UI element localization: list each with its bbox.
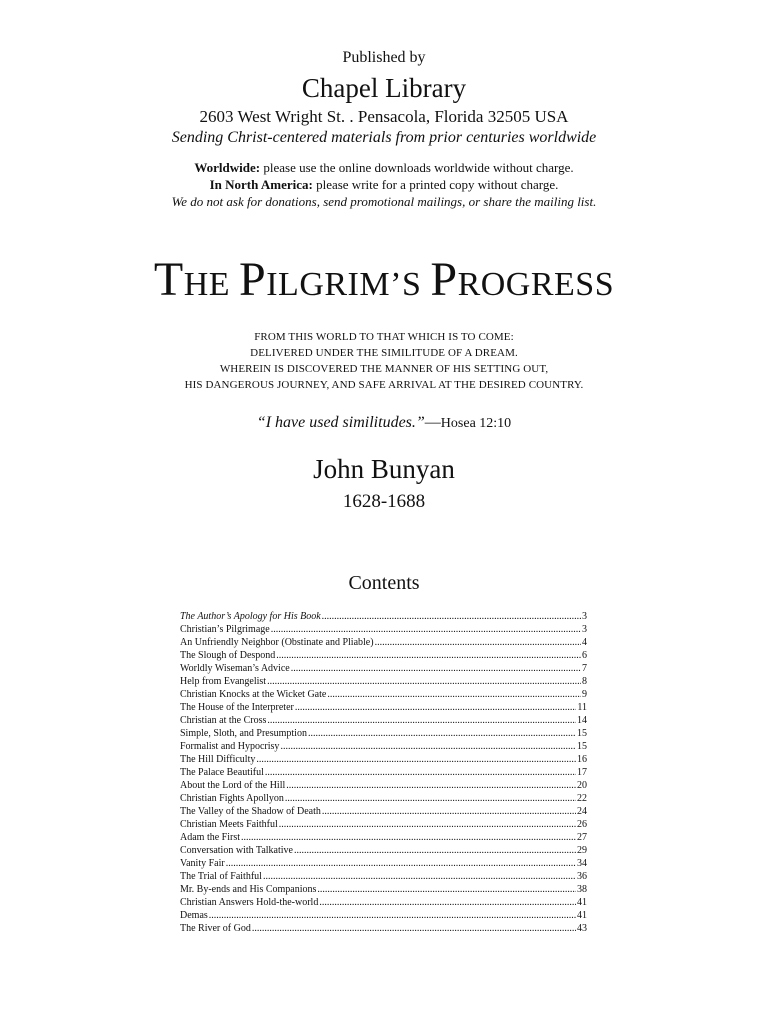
toc-dot-leader <box>327 688 581 701</box>
toc-entry <box>180 909 587 922</box>
toc-dot-leader <box>271 623 581 636</box>
toc-entry <box>180 831 587 844</box>
toc-entry-page: 15 <box>577 741 587 752</box>
author-name: John Bunyan <box>313 454 455 484</box>
title-part: ’S <box>390 266 431 303</box>
toc-entry-title: Formalist and Hypocrisy <box>180 741 280 752</box>
title-part: ILGRIM <box>266 266 391 303</box>
book-title <box>0 250 768 315</box>
toc-entry-title: The Slough of Despond <box>180 650 276 661</box>
toc-entry-page: 24 <box>577 806 587 817</box>
toc-entry-title: The Author’s Apology for His Book <box>180 611 321 622</box>
toc-dot-leader <box>276 649 581 662</box>
worldwide-text: please use the online downloads worldwide without charge. <box>260 160 574 175</box>
toc-dot-leader <box>285 792 576 805</box>
toc-entry <box>180 636 587 649</box>
epigraph-reference: Hosea 12:10 <box>440 416 512 431</box>
table-of-contents <box>180 610 587 935</box>
title-part: HE <box>183 266 240 303</box>
toc-entry-title: About the Lord of the Hill <box>180 780 286 791</box>
toc-dot-leader <box>280 740 576 753</box>
toc-entry-page: 3 <box>582 624 587 635</box>
toc-entry-title: Christian at the Cross <box>180 715 267 726</box>
toc-entry-page: 34 <box>577 858 587 869</box>
toc-entry-page: 14 <box>577 715 587 726</box>
subtitle-line: DELIVERED UNDER THE SIMILITUDE OF A DREAM. <box>250 347 518 359</box>
toc-entry-title: Simple, Sloth, and Presumption <box>180 728 307 739</box>
toc-entry <box>180 766 587 779</box>
toc-entry <box>180 740 587 753</box>
toc-entry <box>180 883 587 896</box>
toc-entry-title: The Trial of Faithful <box>180 871 262 882</box>
toc-dot-leader <box>256 753 576 766</box>
distribution-notice <box>0 159 768 210</box>
toc-entry-title: Christian Knocks at the Wicket Gate <box>180 689 327 700</box>
toc-dot-leader <box>209 909 576 922</box>
title-part: P <box>430 253 458 306</box>
north-america-text: please write for a printed copy without charge. <box>312 177 559 192</box>
title-part: ROGRESS <box>457 266 615 303</box>
toc-entry <box>180 701 587 714</box>
toc-entry-title: Christian Meets Faithful <box>180 819 278 830</box>
toc-dot-leader <box>286 779 576 792</box>
toc-entry-page: 3 <box>582 611 587 622</box>
toc-entry <box>180 753 587 766</box>
toc-entry-page: 8 <box>582 676 587 687</box>
toc-entry-page: 41 <box>577 897 587 908</box>
toc-entry-page: 17 <box>577 767 587 778</box>
toc-dot-leader <box>265 766 576 779</box>
toc-entry <box>180 922 587 935</box>
toc-entry-title: Mr. By-ends and His Companions <box>180 884 317 895</box>
toc-entry <box>180 623 587 636</box>
toc-entry-page: 38 <box>577 884 587 895</box>
north-america-label: In North America: <box>209 177 313 192</box>
toc-dot-leader <box>319 896 576 909</box>
toc-dot-leader <box>267 675 581 688</box>
toc-dot-leader <box>295 701 577 714</box>
publisher-tagline: Sending Christ-centered materials from prior centuries worldwide <box>171 129 597 146</box>
toc-entry <box>180 649 587 662</box>
toc-entry-page: 9 <box>582 689 587 700</box>
worldwide-label: Worldwide: <box>194 160 261 175</box>
toc-dot-leader <box>252 922 576 935</box>
toc-dot-leader <box>294 844 576 857</box>
toc-dot-leader <box>375 636 581 649</box>
toc-entry-title: Christian Answers Hold-the-world <box>180 897 319 908</box>
toc-dot-leader <box>291 662 581 675</box>
toc-entry <box>180 805 587 818</box>
toc-entry-title: Help from Evangelist <box>180 676 267 687</box>
toc-entry-page: 16 <box>577 754 587 765</box>
toc-entry-page: 41 <box>577 910 587 921</box>
toc-entry-title: Conversation with Talkative <box>180 845 293 856</box>
worldwide-notice <box>0 159 768 176</box>
toc-entry <box>180 727 587 740</box>
contents-heading: Contents <box>348 572 420 594</box>
toc-entry-page: 22 <box>577 793 587 804</box>
toc-entry <box>180 818 587 831</box>
toc-entry-page: 6 <box>582 650 587 661</box>
toc-entry-page: 4 <box>582 637 587 648</box>
toc-entry <box>180 662 587 675</box>
toc-entry-page: 26 <box>577 819 587 830</box>
toc-entry-title: Worldly Wiseman’s Advice <box>180 663 290 674</box>
subtitle-line: HIS DANGEROUS JOURNEY, AND SAFE ARRIVAL AT THE DESIRED COUNTRY. <box>184 379 584 391</box>
subtitle-line: WHEREIN IS DISCOVERED THE MANNER OF HIS SETTING OUT, <box>219 363 549 375</box>
epigraph-quote: “I have used similitudes.” <box>256 414 425 431</box>
toc-entry <box>180 779 587 792</box>
north-america-notice <box>0 176 768 193</box>
toc-dot-leader <box>322 610 581 623</box>
toc-entry-title: Christian’s Pilgrimage <box>180 624 270 635</box>
toc-entry <box>180 610 587 623</box>
toc-entry-title: The Palace Beautiful <box>180 767 264 778</box>
toc-entry-page: 11 <box>577 702 587 713</box>
toc-entry-page: 15 <box>577 728 587 739</box>
toc-entry-title: Christian Fights Apollyon <box>180 793 284 804</box>
toc-dot-leader <box>267 714 576 727</box>
publisher-address: 2603 West Wright St. . Pensacola, Florida 32505 USA <box>199 107 569 126</box>
toc-dot-leader <box>317 883 576 896</box>
subtitle-line: FROM THIS WORLD TO THAT WHICH IS TO COME: <box>254 331 514 343</box>
epigraph-dash: — <box>424 414 441 431</box>
toc-entry-page: 20 <box>577 780 587 791</box>
toc-entry-page: 29 <box>577 845 587 856</box>
donations-notice: We do not ask for donations, send promotional mailings, or share the mailing list. <box>171 194 597 209</box>
publisher-name: Chapel Library <box>301 73 467 103</box>
title-part: P <box>239 253 267 306</box>
toc-entry <box>180 792 587 805</box>
toc-dot-leader <box>322 805 576 818</box>
toc-dot-leader <box>241 831 576 844</box>
author-years: 1628-1688 <box>342 491 426 512</box>
toc-entry-title: Demas <box>180 910 208 921</box>
toc-entry-title: The House of the Interpreter <box>180 702 294 713</box>
toc-entry-title: The Hill Difficulty <box>180 754 256 765</box>
toc-entry <box>180 870 587 883</box>
toc-entry-page: 27 <box>577 832 587 843</box>
toc-entry-page: 36 <box>577 871 587 882</box>
toc-entry-title: Adam the First <box>180 832 240 843</box>
toc-entry-title: The River of God <box>180 923 251 934</box>
toc-dot-leader <box>226 857 576 870</box>
title-part: T <box>153 253 184 306</box>
toc-entry <box>180 844 587 857</box>
toc-entry-title: An Unfriendly Neighbor (Obstinate and Pliable) <box>180 637 374 648</box>
toc-entry-page: 43 <box>577 923 587 934</box>
toc-entry <box>180 896 587 909</box>
toc-entry <box>180 688 587 701</box>
epigraph <box>0 413 768 434</box>
toc-dot-leader <box>279 818 576 831</box>
toc-entry-title: Vanity Fair <box>180 858 225 869</box>
toc-entry-title: The Valley of the Shadow of Death <box>180 806 321 817</box>
toc-entry <box>180 675 587 688</box>
published-by-label: Published by <box>342 49 426 66</box>
toc-entry <box>180 857 587 870</box>
toc-dot-leader <box>308 727 576 740</box>
toc-dot-leader <box>263 870 576 883</box>
toc-entry <box>180 714 587 727</box>
book-subtitle <box>0 329 768 393</box>
toc-entry-page: 7 <box>582 663 587 674</box>
